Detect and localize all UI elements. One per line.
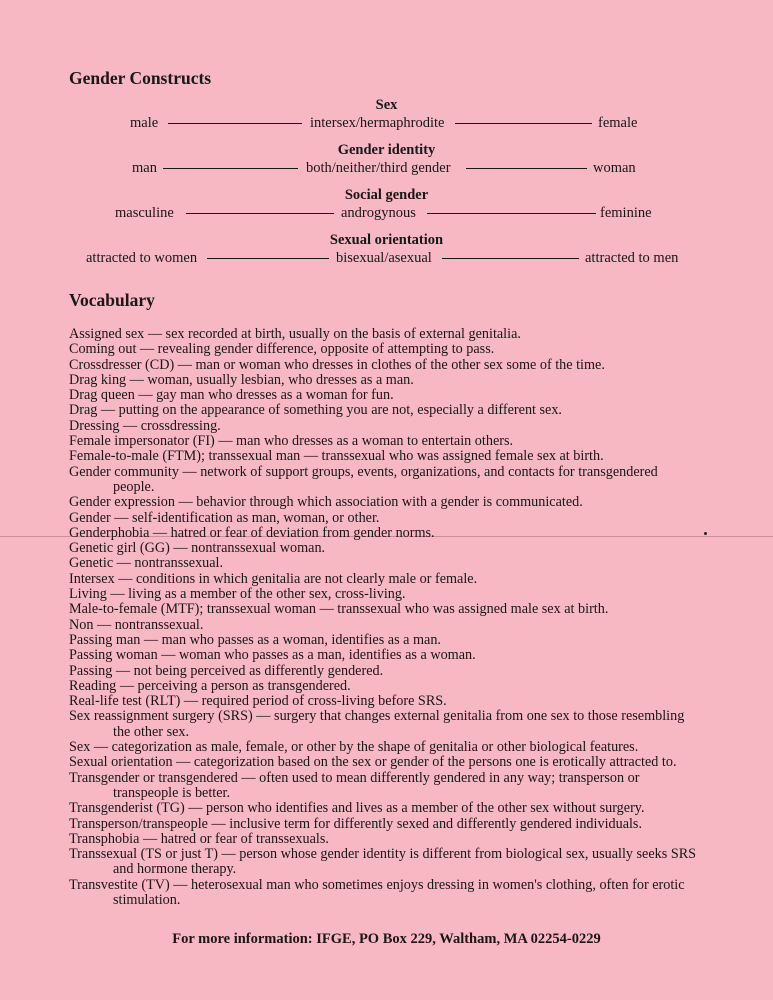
vocab-entry: Drag queen — gay man who dresses as a woman for fun. [69, 387, 394, 404]
construct-sexual-orientation [0, 232, 773, 272]
scale-line-right [466, 168, 587, 169]
scale-middle-label: intersex/hermaphrodite [310, 115, 445, 131]
construct-scale [0, 159, 773, 177]
vocab-entry: Female-to-male (FTM); transsexual man — transsexual who was assigned female sex at birth. [69, 448, 604, 465]
scale-line-left [186, 213, 334, 214]
scale-left-label: attracted to women [86, 250, 198, 266]
scale-middle-label: androgynous [341, 205, 416, 221]
vocab-entry: Dressing — crossdressing. [69, 417, 221, 434]
vocab-entry: Sexual orientation — categorization based on the sex or gender of the persons one is erotically attracted to. [69, 754, 677, 771]
vocabulary-heading: Vocabulary [69, 290, 155, 310]
construct-sex [0, 97, 773, 137]
scale-left-label: male [130, 115, 159, 131]
scale-line-left [168, 123, 302, 124]
vocab-entry: Sex — categorization as male, female, or other by the shape of genitalia or other biological features. [69, 739, 639, 756]
construct-title: Gender identity [337, 142, 436, 158]
vocab-entry: Male-to-female (MTF); transsexual woman — transsexual who was assigned male sex at birth. [69, 601, 609, 618]
construct-title: Sexual orientation [329, 232, 444, 248]
vocab-entry: Transvestite (TV) — heterosexual man who sometimes enjoys dressing in women's clothing, often for erotic stimulation. [69, 876, 685, 908]
scale-right-label: feminine [600, 205, 652, 221]
construct-scale [0, 114, 773, 132]
contact-footer: For more information: IFGE, PO Box 229, Waltham, MA 02254-0229 [172, 931, 601, 947]
construct-scale [0, 249, 773, 267]
construct-gender-identity [0, 142, 773, 182]
vocab-entry: Sex reassignment surgery (SRS) — surgery that changes external genitalia from one sex to those resembling the other sex. [69, 708, 685, 740]
scale-line-left [163, 168, 298, 169]
scale-line-right [427, 213, 596, 214]
gender-constructs-heading: Gender Constructs [69, 68, 212, 88]
vocab-entry: Female impersonator (FI) — man who dresses as a woman to entertain others. [69, 433, 514, 450]
vocab-entry: Real-life test (RLT) — required period of cross-living before SRS. [69, 693, 447, 710]
construct-scale [0, 204, 773, 222]
vocab-entry: Genetic — nontranssexual. [69, 555, 224, 572]
vocab-entry: Crossdresser (CD) — man or woman who dresses in clothes of the other sex some of the time. [69, 356, 605, 373]
vocabulary-list [69, 327, 699, 908]
vocab-entry: Gender expression — behavior through which association with a gender is communicated. [69, 494, 583, 511]
vocab-entry: Coming out — revealing gender difference, opposite of attempting to pass. [69, 341, 495, 358]
scale-right-label: woman [593, 160, 636, 176]
scale-middle-label: both/neither/third gender [306, 160, 451, 176]
vocab-entry: Reading — perceiving a person as transgendered. [69, 677, 351, 694]
scale-right-label: attracted to men [585, 250, 679, 266]
vocab-entry: Passing — not being perceived as differently gendered. [69, 662, 384, 679]
vocab-entry: Transsexual (TS or just T) — person whose gender identity is different from biological sex, usually seeks SRS and hormone therapy. [69, 846, 697, 878]
vocab-entry: Non — nontranssexual. [69, 616, 204, 633]
vocab-entry: Genderphobia — hatred or fear of deviation from gender norms. [69, 524, 435, 541]
vocab-entry: Transphobia — hatred or fear of transsexuals. [69, 830, 329, 847]
vocab-entry: Passing man — man who passes as a woman, identifies as a man. [69, 631, 441, 648]
vocab-entry: Drag — putting on the appearance of something you are not, especially a different sex. [69, 402, 562, 419]
vocab-entry: Assigned sex — sex recorded at birth, usually on the basis of external genitalia. [69, 326, 521, 342]
construct-social-gender [0, 187, 773, 227]
vocab-entry: Drag king — woman, usually lesbian, who dresses as a man. [69, 371, 414, 388]
vocab-entry: Living — living as a member of the other sex, cross-living. [69, 586, 406, 603]
construct-title: Social gender [344, 187, 429, 203]
scale-right-label: female [598, 115, 638, 131]
scale-line-right [442, 258, 579, 259]
vocab-entry: Passing woman — woman who passes as a man, identifies as a woman. [69, 647, 476, 664]
vocab-entry: Transgenderist (TG) — person who identifies and lives as a member of the other sex without surgery. [69, 800, 645, 817]
vocab-entry: Gender — self-identification as man, woman, or other. [69, 509, 380, 526]
paper-speck [704, 532, 707, 535]
scale-left-label: masculine [115, 205, 174, 221]
construct-title: Sex [375, 97, 398, 113]
scale-line-right [455, 123, 592, 124]
scale-left-label: man [132, 160, 157, 176]
scale-line-left [207, 258, 329, 259]
vocab-entry: Intersex — conditions in which genitalia are not clearly male or female. [69, 570, 478, 587]
vocab-entry: Transperson/transpeople — inclusive term for differently sexed and differently gendered individuals. [69, 815, 642, 832]
vocab-entry: Transgender or transgendered — often used to mean differently gendered in any way; transperson or transpeople is better. [69, 769, 640, 801]
scale-middle-label: bisexual/asexual [336, 250, 432, 266]
vocab-entry: Genetic girl (GG) — nontranssexual woman. [69, 540, 326, 557]
vocab-entry: Gender community — network of support groups, events, organizations, and contacts for transgendered people. [69, 463, 658, 495]
